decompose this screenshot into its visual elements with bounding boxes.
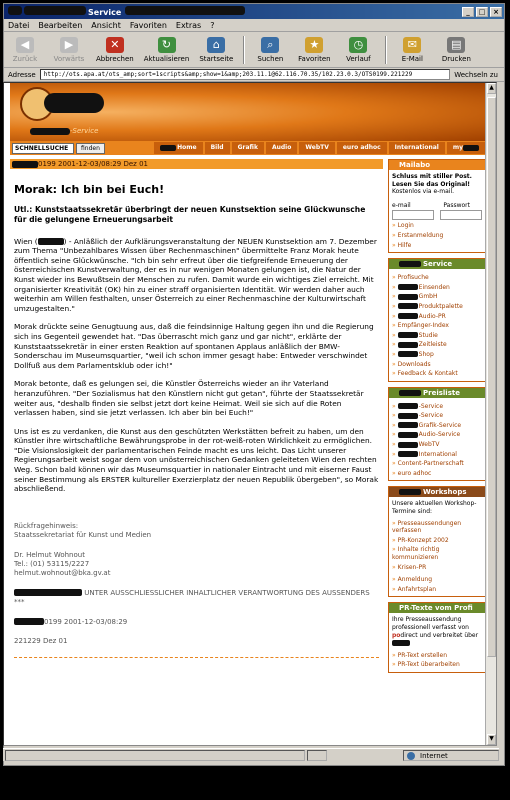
- password-field[interactable]: [440, 210, 482, 220]
- workshops-box: Workshops Unsere aktuellen Workshop-Termine sind: » Presseaussendungen verfassen » PR-Konzept 2002 » Inhalte richtig kommunizieren » Krisen-PR » Anmeldung » Anfahrtsplan: [388, 486, 486, 597]
- workshop-link[interactable]: » Krisen-PR: [392, 564, 482, 572]
- workshops-heading: Workshops: [389, 487, 485, 497]
- mail-icon: ✉: [403, 37, 421, 53]
- redacted-text: [398, 413, 418, 419]
- website: [10, 83, 486, 669]
- sidebar-link[interactable]: » Grafik-Service: [392, 422, 482, 430]
- toolbar-separator: [243, 36, 245, 64]
- maximize-button[interactable]: □: [476, 7, 488, 17]
- sidebar-link[interactable]: » Downloads: [392, 361, 482, 369]
- mail-button[interactable]: ✉ E-Mail: [401, 38, 423, 63]
- stop-button[interactable]: ✕ Abbrechen: [96, 38, 134, 63]
- redacted-text: [398, 342, 418, 348]
- sidebar-link[interactable]: » Empfänger-Index: [392, 322, 482, 330]
- page-viewport: [3, 82, 497, 746]
- title-bar: [4, 4, 504, 19]
- nav-bild[interactable]: Bild: [205, 142, 230, 154]
- find-button[interactable]: finden: [76, 143, 105, 154]
- ots-code: 221229 Dez 01: [14, 637, 68, 646]
- window-title: Service: [8, 6, 462, 17]
- forward-button[interactable]: ▶ Vorwärts: [53, 38, 85, 63]
- sidebar-link[interactable]: » Audio-PR: [392, 313, 482, 321]
- history-icon: ◷: [349, 37, 367, 53]
- sidebar-link[interactable]: » Zeitleiste: [392, 341, 482, 349]
- service-heading: Service: [389, 259, 485, 269]
- site-banner: [10, 83, 486, 141]
- favorites-button[interactable]: ★ Favoriten: [298, 38, 331, 63]
- menu-favoriten[interactable]: Favoriten: [129, 20, 167, 30]
- nav-webtv[interactable]: WebTV: [299, 142, 335, 154]
- menu-help[interactable]: ?: [210, 20, 215, 30]
- menu-bar: [4, 19, 504, 32]
- status-segment: [307, 750, 327, 761]
- pr-texte-box: PR-Texte vom Profi Ihre Presseaussendung professionell verfasst von podirect und verbreitet über » PR-Text erstellen » PR-Text überarbeiten: [388, 602, 486, 673]
- go-button[interactable]: Wechseln zu: [454, 70, 498, 79]
- login-link[interactable]: » Login: [392, 222, 482, 230]
- quick-search-input[interactable]: SCHNELLSUCHE: [12, 143, 74, 154]
- sidebar-link[interactable]: » Content-Partnerschaft: [392, 460, 482, 468]
- service-box: [388, 258, 486, 382]
- contact-email[interactable]: helmut.wohnout@bka.gv.at: [14, 569, 111, 578]
- pr-revise-link[interactable]: » PR-Text überarbeiten: [392, 661, 482, 669]
- redacted-text: [398, 313, 418, 319]
- sidebar-link[interactable]: » Audio-Service: [392, 431, 482, 439]
- sidebar-link[interactable]: » Shop: [392, 351, 482, 359]
- address-input[interactable]: http://ots.apa.at/ots_amp;sort=1scripts&amp;show=1&amp;203.11.1@62.116.70.35/102.23.0.3/OTS0199.221229: [40, 69, 450, 80]
- redacted-logo: [44, 93, 104, 113]
- article-dateline: 0199 2001-12-03/08:29 Dez 01: [10, 159, 383, 169]
- redacted-text: [398, 451, 418, 457]
- contact-block: Rückfragehinweis: Staatssekretariat für Kunst und Medien Dr. Helmut Wohnout Tel.: (01) 53115/2227 helmut.wohnout@bka.gv.at UNTER AUSSCHLIESSLICHER INHALTLICHER VERANTWORTUNG DES AUSSENDERS *** 0199 2001-12-03/08:29 221229 Dez 01: [14, 522, 379, 647]
- minimize-button[interactable]: _: [462, 7, 474, 17]
- sidebar-link[interactable]: » Feedback & Kontakt: [392, 370, 482, 378]
- print-icon: ▤: [447, 37, 465, 53]
- redacted-text: [398, 303, 418, 309]
- paragraph: Morak drückte seine Genugtuung aus, daß die feindsinnige Haltung gegen ihn und die Regierung sich ins Gegenteil gewendet hat. "Das überrascht mich ganz und gar nicht", erklärte der Kunststaatssekretär in einer ersten Reaktion auf spontanen Applaus anläßlich der BMW-Sonderschau im Museumsquartier, "weil ich schon immer gesagt habe: Entweder verschwindet Dollfuß aus dem Parlamentsklub oder ich!": [14, 322, 374, 370]
- ots-id: 0199 2001-12-03/08:29: [14, 618, 379, 627]
- directions-link[interactable]: » Anfahrtsplan: [392, 586, 482, 594]
- preisliste-heading: Preisliste: [389, 388, 485, 398]
- nav-home[interactable]: Home: [154, 142, 202, 154]
- nav-my[interactable]: my: [447, 142, 486, 154]
- sidebar-link[interactable]: » GmbH: [392, 293, 482, 301]
- sidebar-link[interactable]: » Produktpalette: [392, 303, 482, 311]
- redacted-text: [398, 432, 418, 438]
- banner-subtitle: -Service: [30, 127, 98, 135]
- home-button[interactable]: ⌂ Startseite: [199, 38, 234, 63]
- article-column: [10, 159, 383, 664]
- redacted-source: [38, 238, 64, 245]
- vertical-scrollbar[interactable]: [485, 83, 496, 745]
- nav-audio[interactable]: Audio: [266, 142, 297, 154]
- back-arrow-icon: ◀: [16, 37, 34, 53]
- nav-grafik[interactable]: Grafik: [232, 142, 264, 154]
- menu-extras[interactable]: Extras: [175, 20, 202, 30]
- nav-euro-adhoc[interactable]: euro adhoc: [337, 142, 387, 154]
- sidebar-link[interactable]: » Einsenden: [392, 284, 482, 292]
- toolbar: [4, 32, 504, 68]
- sidebar-link[interactable]: » -Service: [392, 403, 482, 411]
- register-link[interactable]: » Erstanmeldung: [392, 232, 482, 240]
- globe-icon: [407, 752, 415, 760]
- paragraph: Morak betonte, daß es gelungen sei, die Künstler Österreichs wieder an ihr Vaterland heranzuführen. "Der Sozialismus hat den Künstlern nicht gut getan", führte der Staatssekretär weiter aus, "deshalb finden sie selbst jetzt dort keine Heimat. Weil sie sich auf die Roten verlassen haben, sind sie jetzt verlassen. Ich aber bin bei Euch!": [14, 379, 364, 418]
- redacted-text: [398, 403, 418, 409]
- address-bar: [4, 68, 504, 82]
- back-button[interactable]: ◀ Zurück: [12, 38, 38, 63]
- address-label: Adresse: [8, 70, 36, 79]
- article-subhead: Utl.: Kunststaatssekretär überbringt der neuen Kunstsektion seine Glückwunsche für die gelungene Erneuerungsarbeit: [14, 204, 366, 224]
- mailabo-heading: Mailabo: [389, 160, 485, 170]
- sidebar-link[interactable]: » euro adhoc: [392, 470, 482, 478]
- redacted-text: [398, 442, 418, 448]
- scroll-up-icon[interactable]: ▲: [487, 83, 496, 94]
- redacted-text: [398, 351, 418, 357]
- menu-bearbeiten[interactable]: Bearbeiten: [38, 20, 83, 30]
- sidebar-link[interactable]: » WebTV: [392, 441, 482, 449]
- workshop-link[interactable]: » Inhalte richtig kommunizieren: [392, 546, 482, 561]
- pr-texte-heading: PR-Texte vom Profi: [389, 603, 485, 613]
- mailabo-box: Mailabo Schluss mit stiller Post. Lesen Sie das Original! Kostenlos via e-mail. e-mail Passwort » Login » Erstanmeldung » Hilfe: [388, 159, 486, 253]
- sidebar-link[interactable]: » Studie: [392, 332, 482, 340]
- print-button[interactable]: ▤ Drucken: [441, 38, 471, 63]
- status-text: [5, 750, 305, 761]
- sidebar-link[interactable]: » -Service: [392, 412, 482, 420]
- registration-link[interactable]: » Anmeldung: [392, 576, 482, 584]
- favorites-icon: ★: [305, 37, 323, 53]
- redacted-text: [398, 422, 418, 428]
- sidebar: [388, 159, 486, 678]
- stop-icon: ✕: [106, 37, 124, 53]
- paragraph: Wien ( ) - Anläßlich der Aufklärungsveranstaltung der NEUEN Kunstsektion am 7. Dezember zum Thema "Unbezahlbares Wissen über Rechenmaschinen" übermittelte Franz Morak heute öffentlich seine Glückwünsche. "Ich bin sehr erfreut über die tiefgreifende Erneuerung der österreichischen Kunstverwaltung, der es in nur wenigen Monaten gelungen ist, die Natur der Kunst wieder ins Bewußtsein der Menschen zu rufen. Damit wurde ein wichtiges Ziel erreicht. Mit organisierter Kreativität (OK) hin zu einer straff organisierten Identität. Wir werden daher auch weiterhin am Willen festhalten, unser Österreich zu einer Rechenmaschine der Kulturwirtschaft umzugestalten.": [14, 236, 377, 313]
- email-field[interactable]: [392, 210, 434, 220]
- toolbar-separator: [385, 36, 387, 64]
- paragraph: Uns ist es zu verdanken, die Kunst aus den geschützten Werkstätten befreit zu haben, um den Künstler ihre wirtschaftliche Bewährungsprobe in der rot-weiß-roten Wirklichkeit zu ermöglichen. "Die Visionslosigkeit der parlamentarischen Feinde macht es uns leicht. Das Licht unserer Regierungsarbeit weist sogar dem von unösterreichischen Gedanken geleiteten Wien den rechten Weg. Schon bald können wir das Museumsquartier in nationaler Eintracht und mit eiserner Faust seiner Bestimmung als ERSTER kultureller Exerzierplatz der neuen Republik übergeben", so Morak abschließend.: [14, 426, 379, 494]
- zone-indicator: Internet: [403, 750, 499, 761]
- site-nav: [10, 141, 486, 155]
- forward-arrow-icon: ▶: [60, 37, 78, 53]
- workshop-link[interactable]: » Presseaussendungen verfassen: [392, 520, 482, 535]
- scroll-thumb[interactable]: [487, 97, 496, 657]
- article-headline: Morak: Ich bin bei Euch!: [14, 183, 165, 196]
- divider: [14, 657, 379, 658]
- search-icon: ⌕: [261, 37, 279, 53]
- sidebar-link[interactable]: » Profisuche: [392, 274, 482, 282]
- disclaimer: UNTER AUSSCHLIESSLICHER INHALTLICHER VERANTWORTUNG DES AUSSENDERS ***: [14, 588, 370, 607]
- workshop-link[interactable]: » PR-Konzept 2002: [392, 537, 482, 545]
- article-body: [10, 169, 383, 664]
- close-button[interactable]: ×: [490, 7, 502, 17]
- refresh-button[interactable]: ↻ Aktualisieren: [143, 38, 190, 63]
- menu-datei[interactable]: Datei: [8, 20, 30, 30]
- redacted-text: [398, 284, 418, 290]
- redacted-text: [398, 294, 418, 300]
- menu-ansicht[interactable]: Ansicht: [91, 20, 121, 30]
- status-bar: [3, 748, 499, 761]
- nav-international[interactable]: International: [389, 142, 445, 154]
- redacted-text: [398, 332, 418, 338]
- search-button[interactable]: ⌕ Suchen: [257, 37, 284, 63]
- sidebar-link[interactable]: » International: [392, 451, 482, 459]
- refresh-icon: ↻: [158, 37, 176, 53]
- home-icon: ⌂: [207, 37, 225, 53]
- scroll-down-icon[interactable]: ▼: [487, 734, 496, 745]
- help-link[interactable]: » Hilfe: [392, 242, 482, 250]
- history-button[interactable]: ◷ Verlauf: [346, 38, 371, 63]
- pr-create-link[interactable]: » PR-Text erstellen: [392, 652, 482, 660]
- preisliste-box: [388, 387, 486, 482]
